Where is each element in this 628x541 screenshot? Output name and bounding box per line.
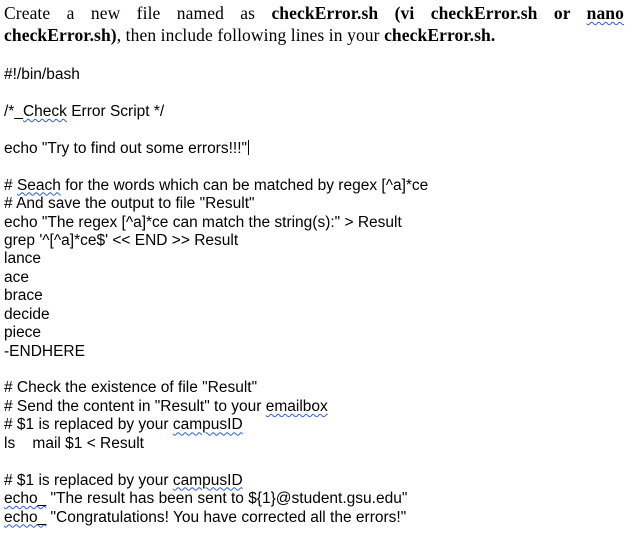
code-line-shebang: #!/bin/bash <box>4 66 80 83</box>
code-line-replaced-comment: # $1 is replaced by your campusID <box>4 416 243 434</box>
intro-bold-2: checkError.sh) <box>4 25 117 45</box>
code-line-save-comment: # And save the output to file "Result" <box>4 195 255 213</box>
intro-text-1: Create a new file named as <box>4 3 272 23</box>
code-line-check-comment: # Check the existence of file "Result" <box>4 379 258 397</box>
code-line-comment: /*_Check Error Script */ <box>4 102 165 120</box>
code-line-endhere: -ENDHERE <box>4 342 85 360</box>
code-line-word: lance <box>4 250 42 268</box>
intro-text-2: , then include following lines in your <box>116 25 385 45</box>
code-line-send-comment: # Send the content in "Result" to your emailbox <box>4 397 328 415</box>
script-listing <box>4 66 428 527</box>
text-cursor <box>248 140 249 155</box>
code-line-echo-congrats: echo_ "Congratulations! You have corrected all the errors!" <box>4 508 407 526</box>
intro-bold-nano: nano <box>586 3 624 23</box>
code-line-echo-regex: echo "The regex [^a]*ce can match the string(s):" > Result <box>4 213 402 231</box>
code-line-replaced-comment-2: # $1 is replaced by your campusID <box>4 471 243 489</box>
intro-bold-filename: checkError.sh. <box>384 25 496 45</box>
intro-bold-1: checkError.sh (vi checkError.sh or <box>271 3 587 23</box>
code-line-echo-try: echo "Try to find out some errors!!!" <box>4 139 248 157</box>
code-line-word: decide <box>4 305 50 323</box>
code-line-seach-comment: # Seach for the words which can be matched by regex [^a]*ce <box>4 176 429 194</box>
code-line-ls-mail: ls mail $1 < Result <box>4 434 144 452</box>
code-line-grep: grep '^[^a]*ce$' << END >> Result <box>4 231 239 249</box>
code-line-echo-sent: echo_ "The result has been sent to ${1}@student.gsu.edu" <box>4 490 408 508</box>
code-line-word: piece <box>4 324 42 342</box>
instruction-paragraph <box>4 2 624 46</box>
code-line-word: brace <box>4 287 43 305</box>
code-line-word: ace <box>4 268 29 286</box>
